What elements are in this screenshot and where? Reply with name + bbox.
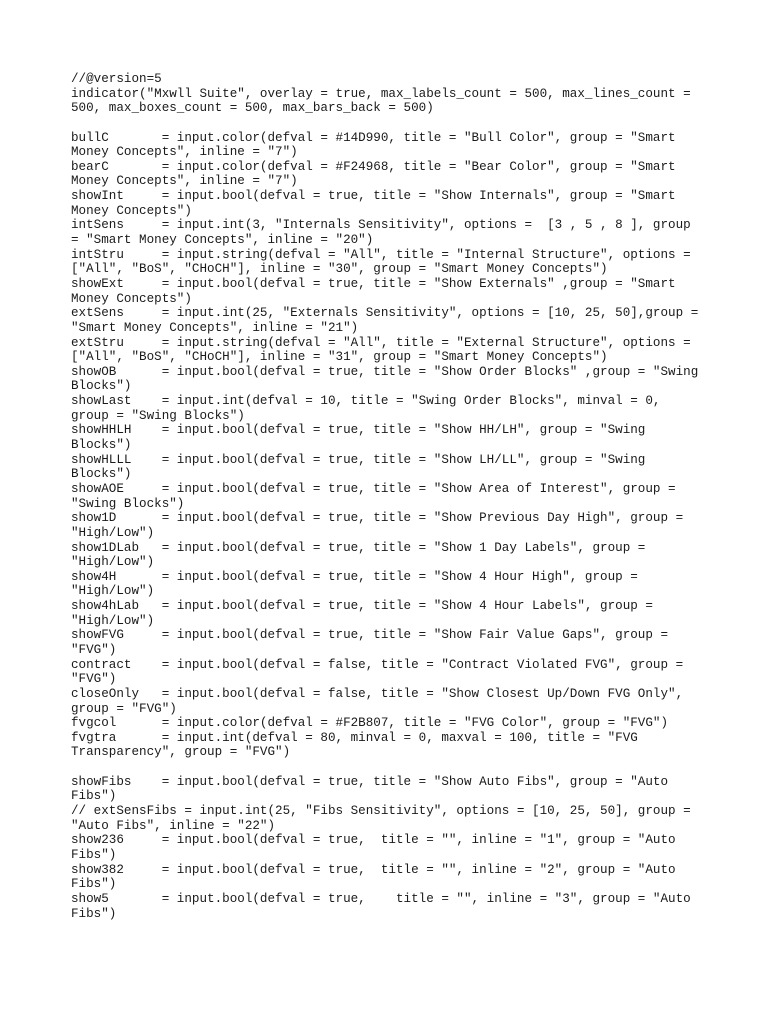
code-line: showFibs = input.bool(defval = true, title = "Show Auto Fibs", group = "Auto bbox=[71, 774, 669, 789]
code-line: show4hLab = input.bool(defval = true, title = "Show 4 Hour Labels", group = bbox=[71, 599, 653, 614]
code-line: Transparency", group = "FVG") bbox=[71, 745, 291, 760]
code-line: "High/Low") bbox=[71, 613, 155, 628]
code-line: show382 = input.bool(defval = true, title = "", inline = "2", group = "Auto bbox=[71, 862, 676, 877]
code-line: fvgtra = input.int(defval = 80, minval = 0, maxval = 100, title = "FVG bbox=[71, 730, 638, 745]
code-line: "FVG") bbox=[71, 642, 117, 657]
code-line: showInt = input.bool(defval = true, title = "Show Internals", group = "Smart bbox=[71, 189, 676, 204]
code-line: showHLLL = input.bool(defval = true, title = "Show LH/LL", group = "Swing bbox=[71, 452, 646, 467]
code-line: Fibs") bbox=[71, 789, 117, 804]
code-line: closeOnly = input.bool(defval = false, title = "Show Closest Up/Down FVG Only", bbox=[71, 686, 684, 701]
code-block bbox=[71, 72, 701, 921]
code-line: intSens = input.int(3, "Internals Sensitivity", options = [3 , 5 , 8 ], group bbox=[71, 218, 691, 233]
code-line: extStru = input.string(defval = "All", title = "External Structure", options = bbox=[71, 335, 691, 350]
code-line: show1DLab = input.bool(defval = true, title = "Show 1 Day Labels", group = bbox=[71, 540, 646, 555]
code-line: //@version=5 bbox=[71, 72, 162, 86]
code-line: Blocks") bbox=[71, 438, 132, 453]
code-line: bearC = input.color(defval = #F24968, title = "Bear Color", group = "Smart bbox=[71, 159, 676, 174]
code-line bbox=[71, 116, 701, 131]
code-line: fvgcol = input.color(defval = #F2B807, title = "FVG Color", group = "FVG") bbox=[71, 716, 669, 731]
code-line: show5 = input.bool(defval = true, title = "", inline = "3", group = "Auto bbox=[71, 891, 691, 906]
code-line: group = "FVG") bbox=[71, 701, 177, 716]
code-line: show1D = input.bool(defval = true, title = "Show Previous Day High", group = bbox=[71, 511, 684, 526]
code-line: bullC = input.color(defval = #14D990, title = "Bull Color", group = "Smart bbox=[71, 130, 676, 145]
code-line: Money Concepts") bbox=[71, 291, 192, 306]
code-line: Fibs") bbox=[71, 877, 117, 892]
code-line: Fibs") bbox=[71, 847, 117, 862]
code-line: group = "Swing Blocks") bbox=[71, 408, 245, 423]
code-line: indicator("Mxwll Suite", overlay = true, max_labels_count = 500, max_lines_count = bbox=[71, 86, 691, 101]
code-line: Blocks") bbox=[71, 467, 132, 482]
code-line: Money Concepts") bbox=[71, 203, 192, 218]
code-line: "High/Low") bbox=[71, 525, 155, 540]
code-line: "High/Low") bbox=[71, 584, 155, 599]
code-line: contract = input.bool(defval = false, title = "Contract Violated FVG", group = bbox=[71, 657, 684, 672]
code-line: // extSensFibs = input.int(25, "Fibs Sensitivity", options = [10, 25, 50], group = bbox=[71, 804, 691, 819]
code-line: Money Concepts", inline = "7") bbox=[71, 145, 298, 160]
code-line: showOB = input.bool(defval = true, title = "Show Order Blocks" ,group = "Swing bbox=[71, 364, 699, 379]
code-line: showFVG = input.bool(defval = true, title = "Show Fair Value Gaps", group = bbox=[71, 628, 669, 643]
code-line: intStru = input.string(defval = "All", title = "Internal Structure", options = bbox=[71, 247, 691, 262]
code-line: showAOE = input.bool(defval = true, title = "Show Area of Interest", group = bbox=[71, 481, 676, 496]
code-line: 500, max_boxes_count = 500, max_bars_back = 500) bbox=[71, 101, 434, 116]
code-line: showLast = input.int(defval = 10, title = "Swing Order Blocks", minval = 0, bbox=[71, 394, 661, 409]
code-line: show236 = input.bool(defval = true, title = "", inline = "1", group = "Auto bbox=[71, 833, 676, 848]
code-line: "Auto Fibs", inline = "22") bbox=[71, 818, 276, 833]
code-line bbox=[71, 760, 701, 775]
code-line: extSens = input.int(25, "Externals Sensitivity", options = [10, 25, 50],group = bbox=[71, 306, 699, 321]
code-line: "FVG") bbox=[71, 672, 117, 687]
code-line: show4H = input.bool(defval = true, title = "Show 4 Hour High", group = bbox=[71, 569, 638, 584]
code-line: Money Concepts", inline = "7") bbox=[71, 174, 298, 189]
code-line: Blocks") bbox=[71, 379, 132, 394]
code-line: "High/Low") bbox=[71, 555, 155, 570]
code-line: Fibs") bbox=[71, 906, 117, 921]
code-line: ["All", "BoS", "CHoCH"], inline = "30", group = "Smart Money Concepts") bbox=[71, 262, 608, 277]
code-line: = "Smart Money Concepts", inline = "20") bbox=[71, 233, 374, 248]
code-line: showHHLH = input.bool(defval = true, title = "Show HH/LH", group = "Swing bbox=[71, 423, 646, 438]
code-line: ["All", "BoS", "CHoCH"], inline = "31", group = "Smart Money Concepts") bbox=[71, 350, 608, 365]
code-line: "Swing Blocks") bbox=[71, 496, 185, 511]
code-line: "Smart Money Concepts", inline = "21") bbox=[71, 320, 359, 335]
code-line: showExt = input.bool(defval = true, title = "Show Externals" ,group = "Smart bbox=[71, 276, 676, 291]
